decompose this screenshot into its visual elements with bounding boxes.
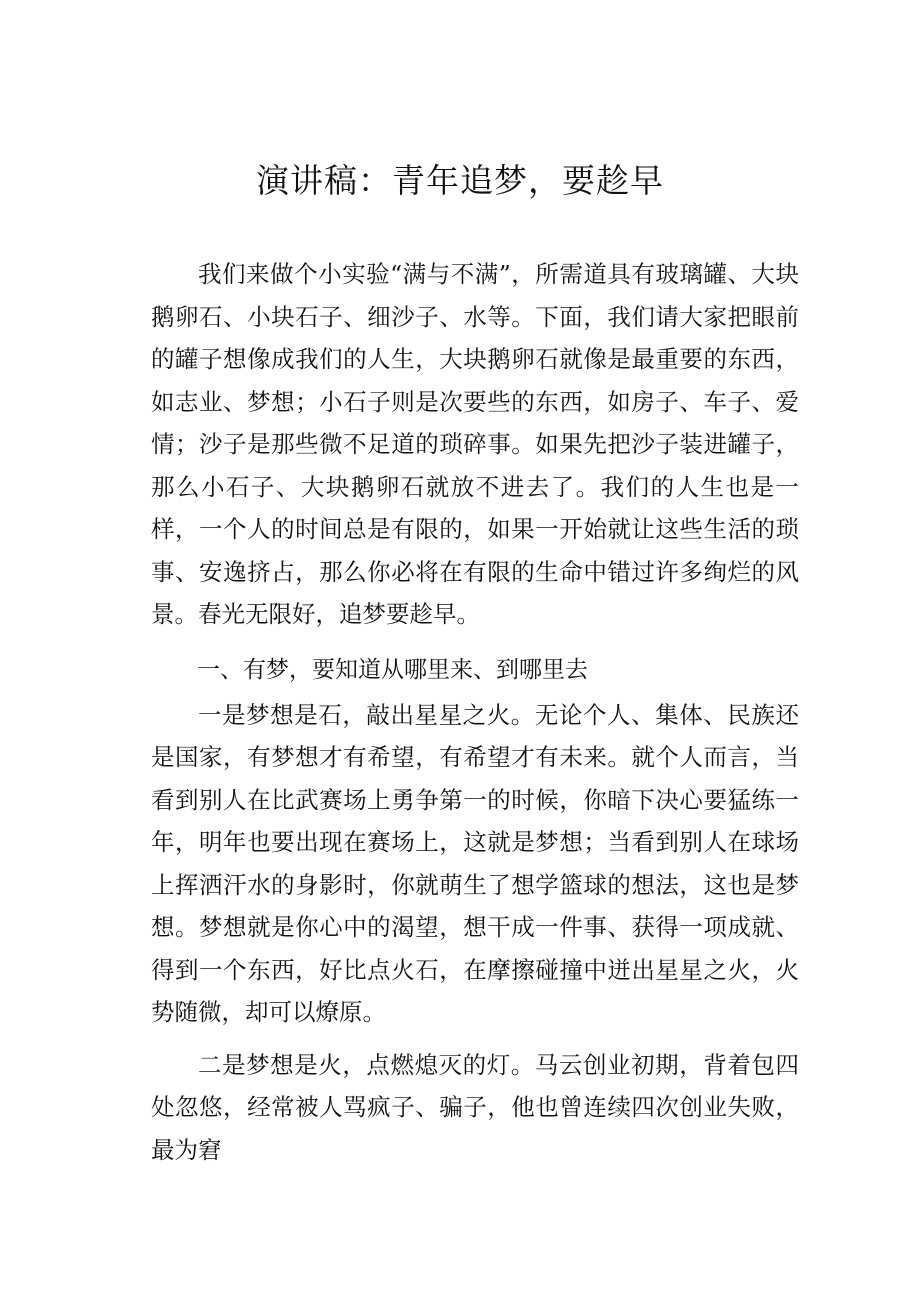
spacer: [151, 1034, 799, 1044]
section-heading: 一、有梦，要知道从哪里来、到哪里去: [197, 656, 588, 683]
document-title: 演讲稿：青年追梦，要趁早: [256, 161, 664, 200]
spacer: [151, 636, 799, 646]
document-body: [151, 253, 799, 1171]
paragraph-dream-is-stone: 一是梦想是石，敲出星星之火。无论个人、集体、民族还是国家，有梦想才有希望，有希望才有未来。就个人而言，当看到别人在比武赛场上勇争第一的时候，你暗下决心要猛练一年，明年也要出现在赛场上，这就是梦想；当看到别人在球场上挥洒汗水的身影时，你就萌生了想学篮球的想法，这也是梦想。梦想就是你心中的渴望，想干成一件事、获得一项成就、得到一个东西，好比点火石，在摩擦碰撞中迸出星星之火，火势随微，却可以燎原。: [151, 700, 799, 1026]
intro-paragraph: 我们来做个小实验“满与不满”，所需道具有玻璃罐、大块鹅卵石、小块石子、细沙子、水等。下面，我们请大家把眼前的罐子想像成我们的人生，大块鹅卵石就像是最重要的东西，如志业、梦想；小石子则是次要些的东西，如房子、车子、爱情；沙子是那些微不足道的琐碎事。如果先把沙子装进罐子，那么小石子、大块鹅卵石就放不进去了。我们的人生也是一样，一个人的时间总是有限的，如果一开始就让这些生活的琐事、安逸挤占，那么你必将在有限的生命中错过许多绚烂的风景。春光无限好，追梦要趁早。: [151, 260, 799, 628]
paragraph-dream-is-fire: 二是梦想是火，点燃熄灭的灯。马云创业初期，背着包四处忽悠，经常被人骂疯子、骗子，他也曾连续四次创业失败，最为窘: [151, 1050, 799, 1164]
